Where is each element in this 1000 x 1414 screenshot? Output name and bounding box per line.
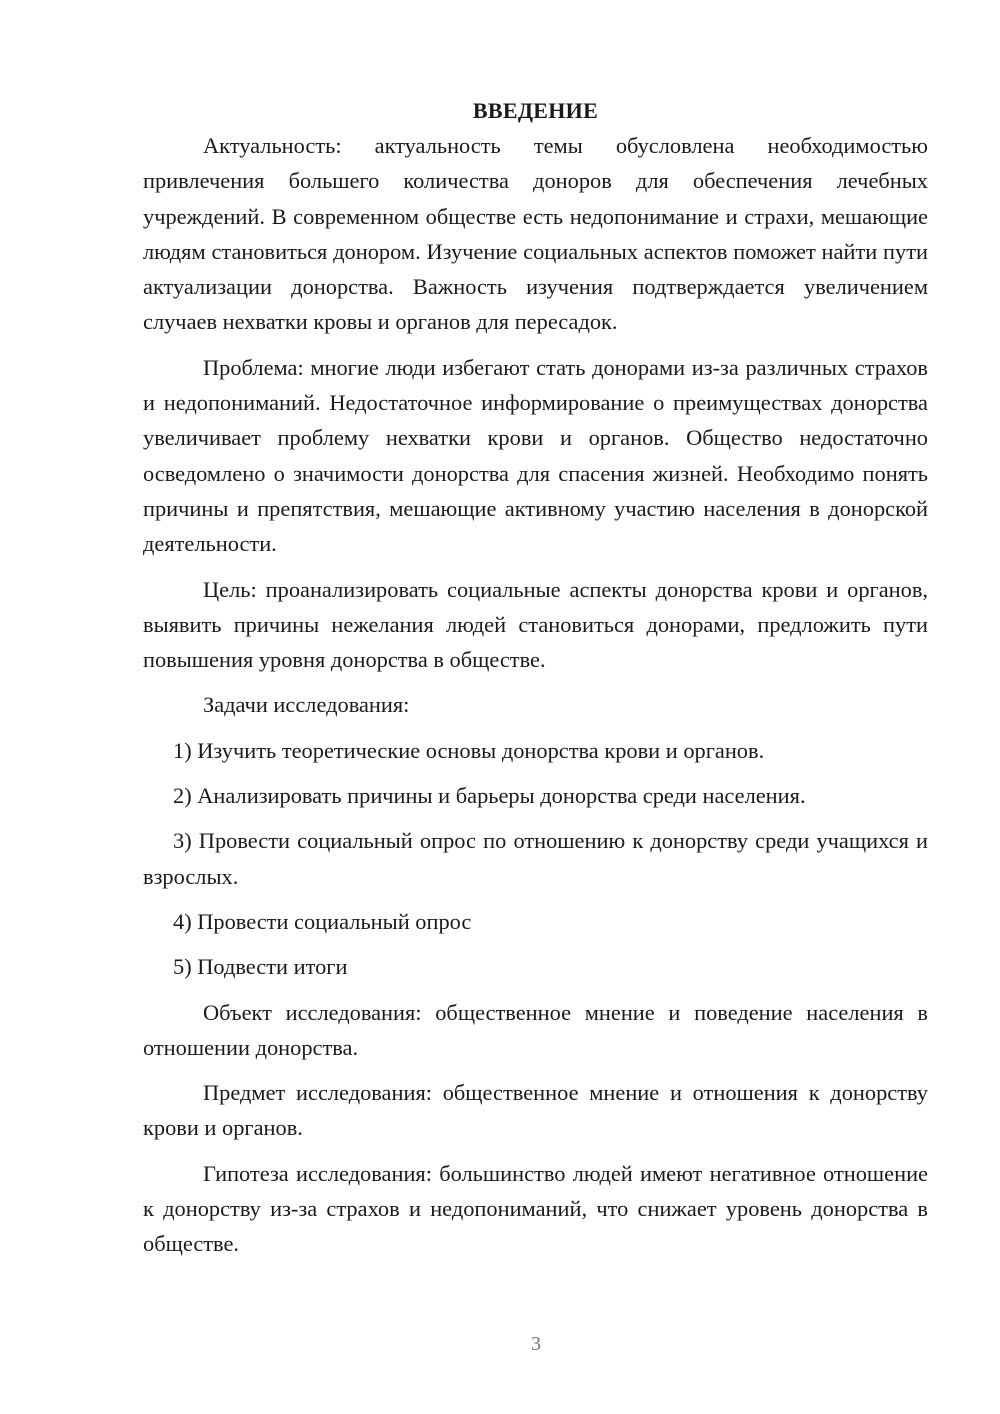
- document-title: ВВЕДЕНИЕ: [472, 98, 599, 123]
- tasks-heading: Задачи исследования:: [203, 692, 410, 718]
- object-paragraph: Объект исследования: общественное мнение и поведение населения в отношении донорства.: [143, 999, 928, 1060]
- task-item: 4) Провести социальный опрос: [173, 908, 472, 934]
- hypothesis-paragraph: Гипотеза исследования: большинство людей имеют негативное отношение к донорству из-за страхов и недопониманий, что снижает уровень донорства в обществе.: [143, 1160, 928, 1257]
- task-item: 5) Подвести итоги: [173, 954, 348, 980]
- tasks-list: [143, 733, 928, 985]
- task-item: 1) Изучить теоретические основы донорства крови и органов.: [173, 737, 765, 763]
- task-item: 2) Анализировать причины и барьеры донорства среди населения.: [173, 783, 806, 809]
- relevance-paragraph: Актуальность: актуальность темы обусловлена необходимостью привлечения большего количества доноров для обеспечения лечебных учреждений. В современном обществе есть недопонимание и страхи, мешающие людям становиться донором. Изучение социальных аспектов поможет найти пути актуализации донорства. Важность изучения подтверждается увеличением случаев нехватки кровы и органов для пересадок.: [143, 133, 928, 335]
- document-page: [143, 94, 928, 1272]
- problem-paragraph: Проблема: многие люди избегают стать донорами из-за различных страхов и недопониманий. Недостаточное информирование о преимуществах донорства увеличивает проблему нехватки крови и органов. Общество недостаточно осведомлено о значимости донорства для спасения жизней. Необходимо понять причины и препятствия, мешающие активному участию населения в донорской деятельности.: [143, 354, 928, 557]
- subject-paragraph: Предмет исследования: общественное мнение и отношения к донорству крови и органов.: [143, 1080, 928, 1141]
- goal-paragraph: Цель: проанализировать социальные аспекты донорства крови и органов, выявить причины нежелания людей становиться донорами, предложить пути повышения уровня донорства в обществе.: [143, 576, 928, 673]
- page-number: 3: [531, 1333, 541, 1355]
- task-item: 3) Провести социальный опрос по отношению к донорству среди учащихся и взрослых.: [143, 828, 928, 889]
